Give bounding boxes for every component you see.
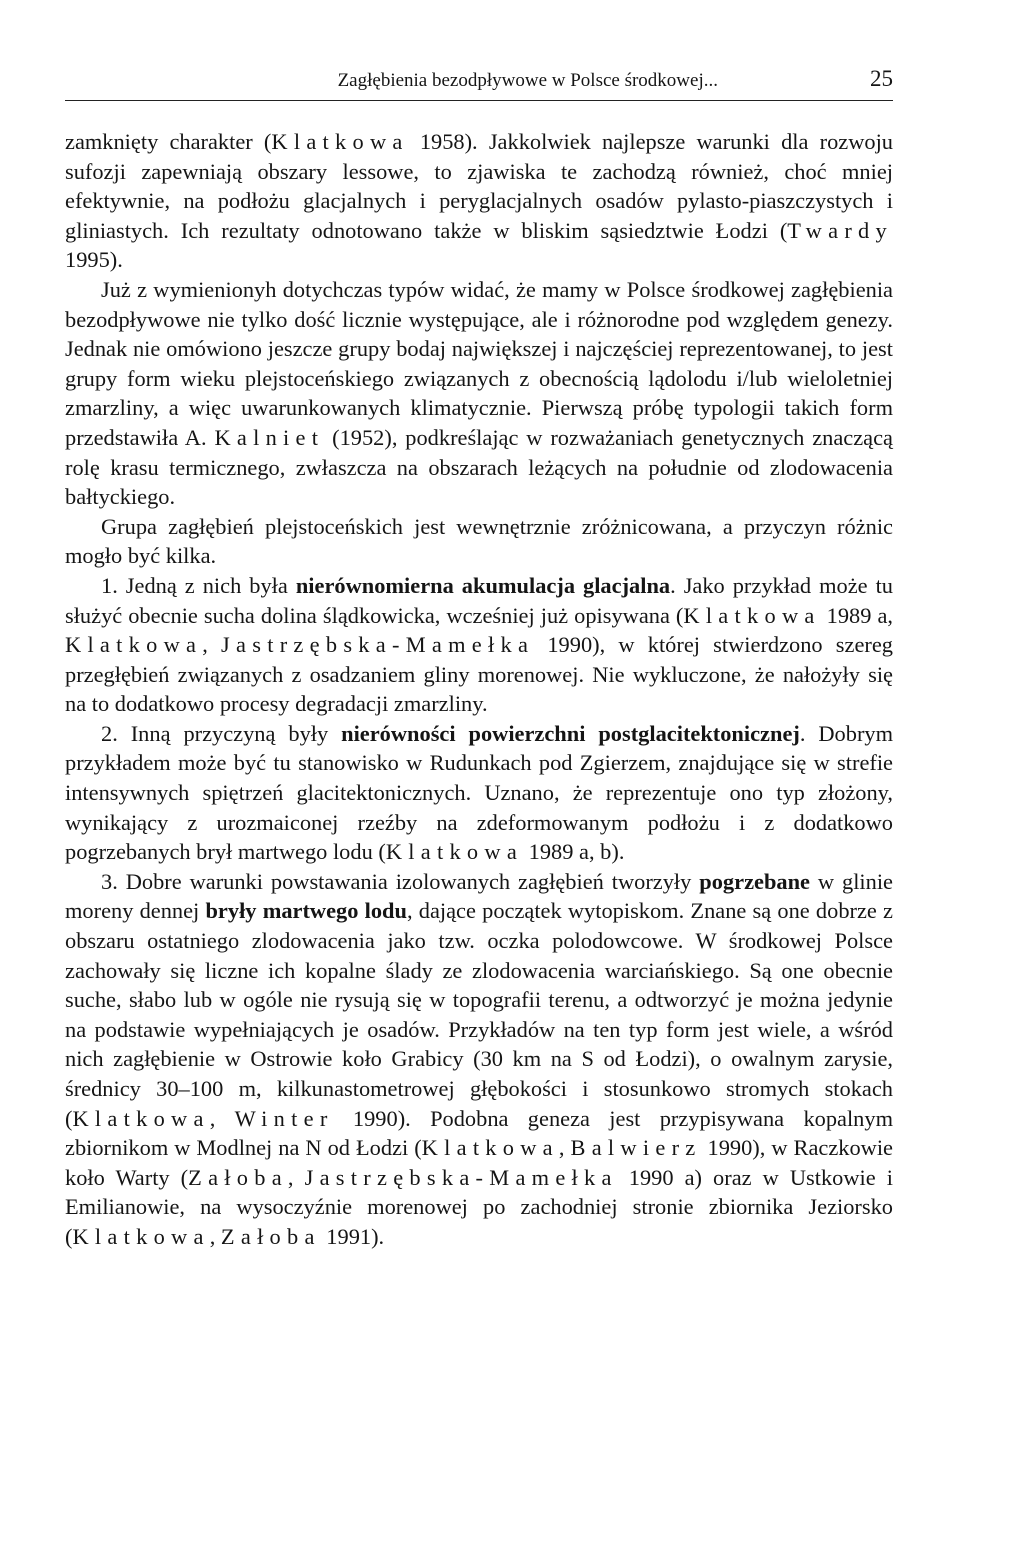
- author-citation: Twardy: [787, 217, 893, 243]
- author-citation: Balwierz: [570, 1135, 702, 1161]
- text-run: 1990), w której stwierdzono szereg przegłębień związanych z osadzaniem gliny morenowej. Nie wykluczone, że nałożyły się na to dodatkowo procesy degradacji zmarzliny.: [65, 632, 893, 717]
- text-run: ,: [209, 1105, 235, 1131]
- text-run: 1990). Podobna geneza jest przypisywana kopalnym zbiornikom w Modlnej na N od Łodzi (: [65, 1105, 893, 1161]
- document-page: [65, 64, 893, 1252]
- text-run: 1958). Jakkolwiek najlepsze warunki dla rozwoju sufozji zapewniają obszary lessowe, to zjawiska te zachodzą również, choć mniej efektywnie, na podłożu glacjalnych i peryglacjalnych osadów pylasto-piaszczystych i gliniastych. Ich rezultaty odnotowano także w bliskim sąsiedztwie Łodzi (: [65, 129, 893, 243]
- text-run: Grupa zagłębień plejstoceńskich jest wewnętrznie zróżnicowana, a przyczyn różnic mogło być kilka.: [65, 513, 893, 569]
- text-run: 1. Jedną z nich była: [101, 572, 296, 598]
- text-run: ,: [558, 1135, 571, 1161]
- author-citation: Winter: [234, 1105, 334, 1131]
- text-run: 1991).: [320, 1223, 385, 1249]
- text-run: 3. Dobre warunki powstawania izolowanych zagłębień tworzyły: [101, 868, 700, 894]
- author-citation: Jastrzębska-Mamełka: [304, 1164, 618, 1190]
- text-run: 2. Inną przyczyną były: [101, 720, 342, 746]
- author-citation: Załoba: [220, 1223, 321, 1249]
- text-run: 1995).: [65, 247, 123, 273]
- paragraph-2: [65, 275, 893, 512]
- page-header: [65, 64, 893, 101]
- author-citation: Klatkowa: [65, 632, 203, 658]
- text-run: . Jako przykład może tu służyć obecnie sucha dolina ślądkowicka, wcześniej już opisywana (: [65, 572, 893, 628]
- author-citation: Klatkowa: [421, 1135, 559, 1161]
- text-run: 1990 a) oraz w Ustkowie i Emilianowie, na wysoczyźnie morenowej po zachodniej stronie zbiornika Jeziorsko (: [65, 1164, 893, 1249]
- text-run: . Dobrym przykładem może być tu stanowisko w Rudunkach pod Zgierzem, znajdujące się w strefie intensywnych spiętrzeń glacitektonicznych. Uznano, że reprezentuje ono typ złożony, wynikający z urozmaiconej rzeźby na zdeformowanym podłożu i z dodatkowo pogrzebanych brył martwego lodu (: [65, 720, 894, 865]
- bold-term: pogrzebane: [699, 868, 810, 894]
- author-citation: Klatkowa: [271, 129, 409, 154]
- paragraph-4: [65, 571, 893, 719]
- paragraph-3: [65, 512, 893, 571]
- text-run: 1989 a,: [820, 602, 893, 628]
- running-title: Zagłębienia bezodpływowe w Polsce środkowej...: [337, 70, 718, 91]
- author-citation: Kalniet: [214, 424, 325, 450]
- bold-term: nierówności powierzchni postglacitektonicznej: [341, 720, 800, 746]
- bold-term: nierównomierna akumulacja glacjalna: [295, 572, 671, 598]
- bold-term: bryły martwego lodu: [205, 898, 407, 924]
- text-run: w glinie moreny dennej: [65, 868, 893, 924]
- author-citation: Klatkowa: [72, 1223, 210, 1249]
- text-run: ,: [202, 632, 222, 658]
- text-run: 1989 a, b).: [523, 839, 625, 865]
- paragraph-5: [65, 719, 893, 867]
- author-citation: Klatkowa: [385, 839, 524, 865]
- author-citation: Załoba: [188, 1164, 288, 1190]
- author-citation: Jastrzębska-Mamełka: [221, 632, 535, 658]
- author-citation: Klatkowa: [683, 602, 821, 628]
- text-run: , dające początek wytopiskom. Znane są one dobrze z obszaru ostatniego zlodowacenia jako tzw. oczka polodowcowe. W środkowej Polsce zachowały się liczne ich kopalne ślady ze zlodowacenia warciańskiego. Są one obecnie suche, słabo lub w ogóle nie rysują się w topografii terenu, a odtworzyć je można jedynie na podstawie wypełniających je osadów. Przykładów na ten typ form jest wiele, a wśród nich zagłębienie w Ostrowie koło Grabicy (30 km na S od Łodzi), o owalnym zarysie, średnicy 30–100 m, kilkunastometrowej głębokości i stosunkowo stromych stokach (: [65, 898, 893, 1131]
- text-run: Już z wymienionyh dotychczas typów widać, że mamy w Polsce środkowej zagłębienia bezodpływowe nie tylko dość licznie występujące, ale i różnorodne pod względem genezy. Jednak nie omówiono jeszcze grupy bodaj największej i najczęściej reprezentowanej, to jest grupy form wieku plejstoceńskiego związanych z obecnością lądolodu i/lub wieloletniej zmarzliny, a więc uwarunkowanych klimatycznie. Pierwszą próbę typologii takich form przedstawiła A.: [65, 276, 893, 450]
- text-run: zamknięty charakter (: [65, 129, 272, 154]
- page-number: 25: [870, 66, 893, 91]
- text-run: ,: [287, 1164, 305, 1190]
- author-citation: Klatkowa: [72, 1105, 210, 1131]
- paragraph-6: [65, 867, 893, 1252]
- text-run: 1990), w Raczkowie koło Warty (: [65, 1135, 893, 1190]
- paragraph-1: [65, 127, 893, 275]
- text-run: (1952), podkreślając w rozważaniach genetycznych znaczącą rolę krasu termicznego, zwłaszcza na obszarach leżących na południe od zlodowacenia bałtyckiego.: [65, 424, 893, 510]
- text-run: ,: [209, 1223, 221, 1249]
